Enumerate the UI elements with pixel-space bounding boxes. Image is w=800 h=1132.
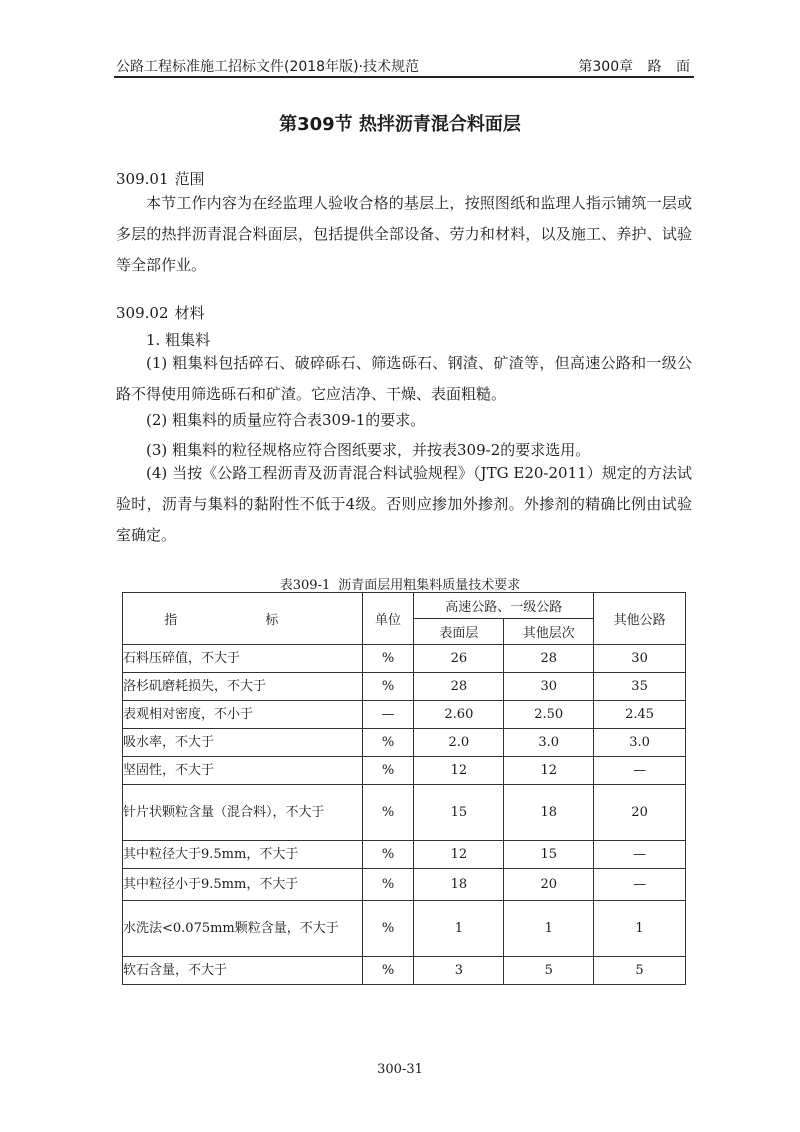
row-indicator: 表观相对密度，不小于 — [123, 701, 363, 729]
row-surface-value: 28 — [414, 673, 504, 701]
row-other-roads-value: 1 — [594, 901, 686, 957]
row-unit: % — [362, 841, 414, 869]
table-row — [123, 841, 686, 869]
row-surface-value: 18 — [414, 869, 504, 901]
row-unit: % — [362, 785, 414, 841]
row-indicator: 洛杉矶磨耗损失，不大于 — [123, 673, 363, 701]
row-indicator: 针片状颗粒含量（混合料），不大于 — [123, 785, 363, 841]
row-indicator: 其中粒径小于9.5mm，不大于 — [123, 869, 363, 901]
row-surface-value: 3 — [414, 957, 504, 985]
table-row — [123, 701, 686, 729]
coarse-aggregate-subheading: 1. 粗集料 — [146, 331, 211, 349]
row-indicator: 其中粒径大于9.5mm，不大于 — [123, 841, 363, 869]
header-other-roads: 其他公路 — [594, 593, 686, 645]
materials-paragraph-4: (4) 当按《公路工程沥青及沥青混合料试验规程》（JTG E20-2011）规定的方法试验时，沥青与集料的黏附性不低于4级。否则应掺加外掺剂。外掺剂的精确比例由试验室确定。 — [116, 464, 692, 544]
row-other-layers-value: 20 — [504, 869, 594, 901]
table-caption-title: 沥青面层用粗集料质量技术要求 — [338, 578, 521, 593]
row-unit: % — [362, 729, 414, 757]
row-other-layers-value: 3.0 — [504, 729, 594, 757]
table-caption-number: 表309-1 — [279, 578, 331, 593]
row-other-layers-value: 1 — [504, 901, 594, 957]
table-row — [123, 785, 686, 841]
header-highway-group: 高速公路、一级公路 — [414, 593, 594, 619]
row-surface-value: 12 — [414, 841, 504, 869]
materials-label: 材料 — [174, 304, 205, 322]
table-row — [123, 729, 686, 757]
table-caption — [0, 574, 800, 593]
row-surface-value: 2.60 — [414, 701, 504, 729]
row-unit: % — [362, 673, 414, 701]
row-indicator: 软石含量，不大于 — [123, 957, 363, 985]
row-other-roads-value: 2.45 — [594, 701, 686, 729]
scope-paragraph: 本节工作内容为在经监理人验收合格的基层上，按照图纸和监理人指示铺筑一层或多层的热拌沥青混合料面层，包括提供全部设备、劳力和材料，以及施工、养护、试验等全部作业。 — [116, 194, 692, 274]
header-indicator: 指 标 — [123, 593, 363, 645]
row-other-roads-value: 20 — [594, 785, 686, 841]
row-other-layers-value: 5 — [504, 957, 594, 985]
row-indicator: 水洗法<0.075mm颗粒含量，不大于 — [123, 901, 363, 957]
coarse-aggregate-table — [122, 592, 686, 985]
running-header — [114, 52, 694, 78]
header-other-layers: 其他层次 — [504, 619, 594, 645]
row-unit: — — [362, 701, 414, 729]
row-unit: % — [362, 757, 414, 785]
document-title: 公路工程标准施工招标文件(2018年版)·技术规范 — [116, 59, 420, 75]
row-other-layers-value: 12 — [504, 757, 594, 785]
row-other-layers-value: 2.50 — [504, 701, 594, 729]
scope-heading — [116, 168, 205, 189]
row-surface-value: 15 — [414, 785, 504, 841]
row-surface-value: 1 — [414, 901, 504, 957]
row-other-roads-value: — — [594, 757, 686, 785]
row-surface-value: 2.0 — [414, 729, 504, 757]
row-unit: % — [362, 957, 414, 985]
table-row — [123, 869, 686, 901]
row-unit: % — [362, 869, 414, 901]
row-surface-value: 26 — [414, 645, 504, 673]
chapter-title: 第300章 路 面 — [578, 59, 690, 75]
scope-number: 309.01 — [116, 170, 169, 188]
header-surface-layer: 表面层 — [414, 619, 504, 645]
materials-paragraph-3: (3) 粗集料的粒径规格应符合图纸要求，并按表309-2的要求选用。 — [146, 441, 591, 459]
row-other-layers-value: 18 — [504, 785, 594, 841]
row-indicator: 石料压碎值，不大于 — [123, 645, 363, 673]
materials-heading — [116, 302, 205, 323]
scope-label: 范围 — [174, 170, 205, 188]
row-other-roads-value: 5 — [594, 957, 686, 985]
section-title: 第309节 热拌沥青混合料面层 — [279, 114, 521, 135]
row-other-roads-value: — — [594, 869, 686, 901]
table-row — [123, 645, 686, 673]
row-other-roads-value: 35 — [594, 673, 686, 701]
row-unit: % — [362, 645, 414, 673]
row-indicator: 坚固性，不大于 — [123, 757, 363, 785]
table-row — [123, 673, 686, 701]
row-surface-value: 12 — [414, 757, 504, 785]
row-indicator: 吸水率，不大于 — [123, 729, 363, 757]
materials-number: 309.02 — [116, 304, 169, 322]
row-other-roads-value: 30 — [594, 645, 686, 673]
materials-paragraph-2: (2) 粗集料的质量应符合表309-1的要求。 — [146, 411, 426, 429]
row-other-roads-value: 3.0 — [594, 729, 686, 757]
materials-paragraph-1: (1) 粗集料包括碎石、破碎砾石、筛选砾石、钢渣、矿渣等，但高速公路和一级公路不得使用筛选砾石和矿渣。它应洁净、干燥、表面粗糙。 — [116, 354, 692, 403]
row-unit: % — [362, 901, 414, 957]
row-other-roads-value: — — [594, 841, 686, 869]
table-row — [123, 757, 686, 785]
header-unit: 单位 — [362, 593, 414, 645]
table-row — [123, 901, 686, 957]
row-other-layers-value: 28 — [504, 645, 594, 673]
table-row — [123, 957, 686, 985]
row-other-layers-value: 15 — [504, 841, 594, 869]
page-number: 300-31 — [377, 1062, 423, 1077]
row-other-layers-value: 30 — [504, 673, 594, 701]
